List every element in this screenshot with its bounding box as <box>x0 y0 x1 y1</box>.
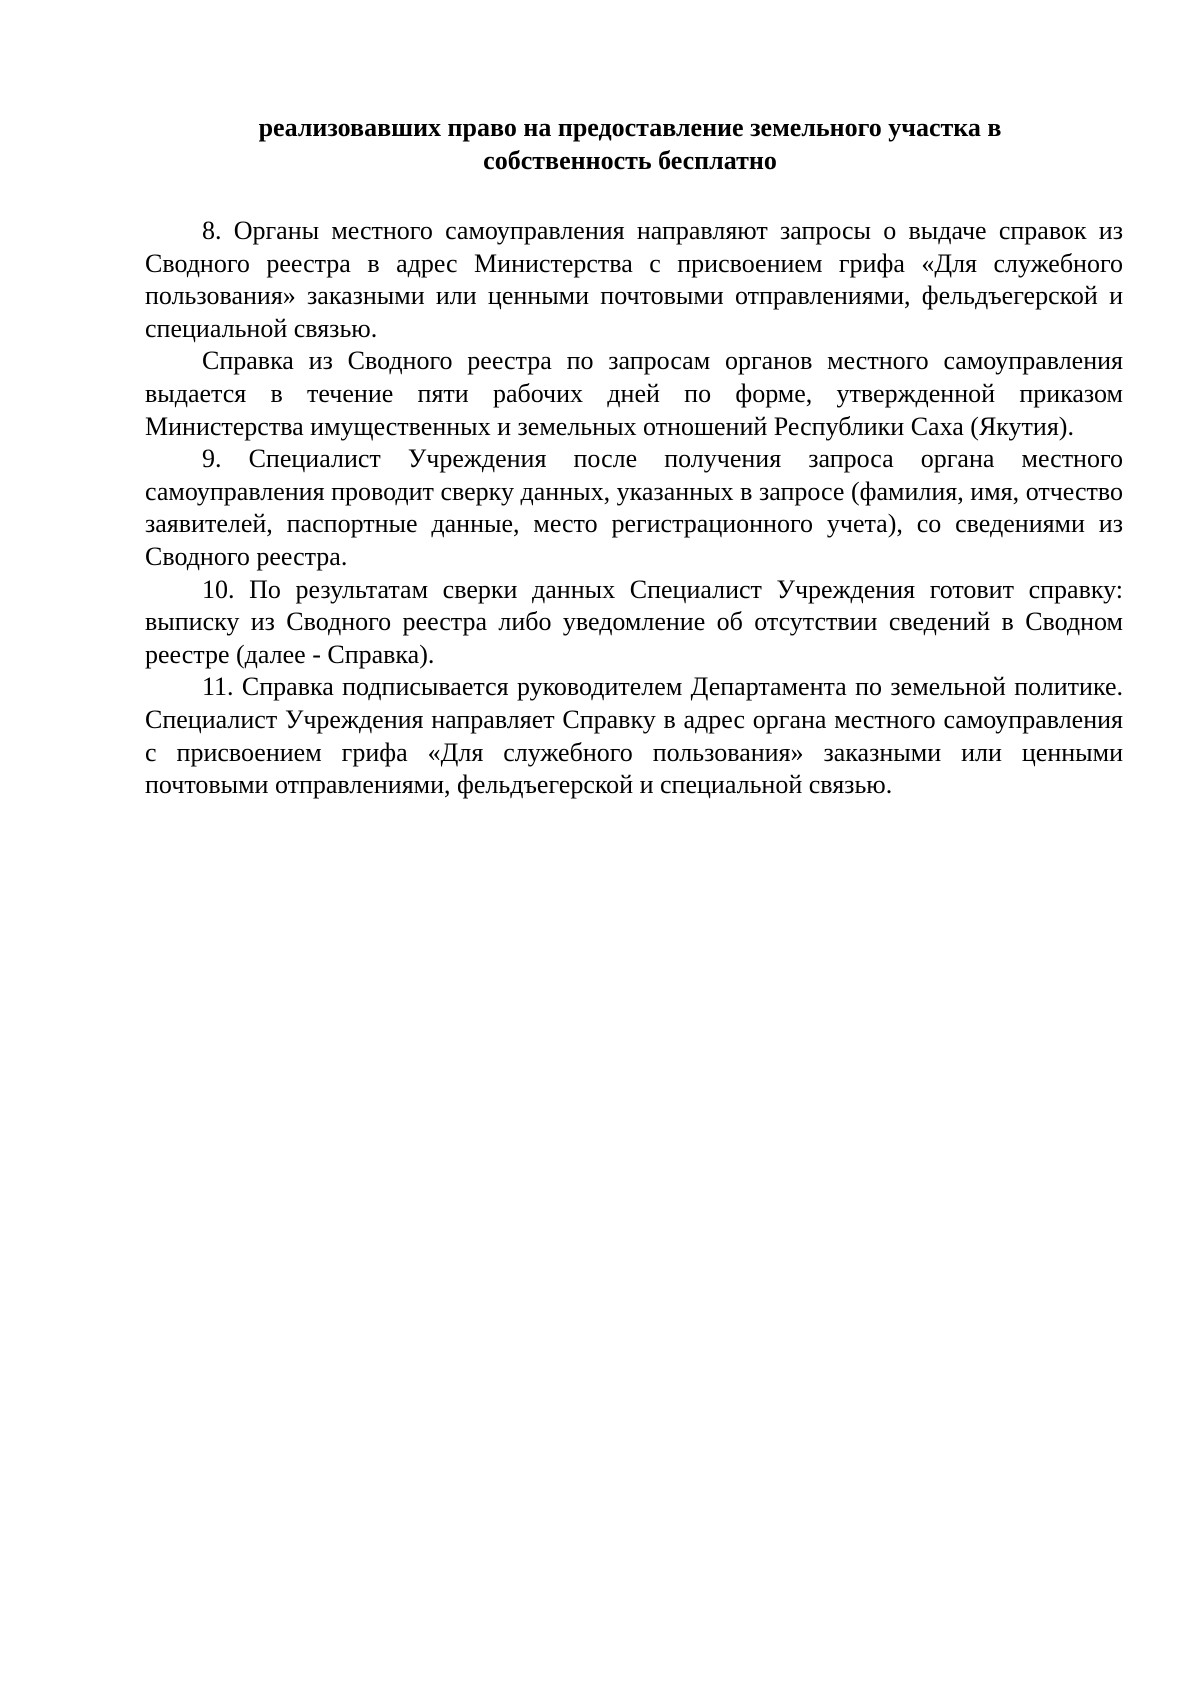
paragraph-certificate-issuance: Справка из Сводного реестра по запросам органов местного самоуправления выдается в течение пяти рабочих дней по форме, утвержденной приказом Министерства имущественных и земельных отношений Республики Саха (Якутия). <box>145 346 1123 441</box>
paragraph-11: 11. Справка подписывается руководителем Департамента по земельной политике. Специалист Учреждения направляет Справку в адрес органа местного самоуправления с присвоением грифа «Для служебного пользования» заказными или ценными почтовыми отправлениями, фельдъегерской и специальной связью. <box>145 672 1123 800</box>
document-heading <box>190 111 1070 177</box>
paragraph-8: 8. Органы местного самоуправления направляют запросы о выдаче справок из Сводного реестра в адрес Министерства с присвоением грифа «Для служебного пользования» заказными или ценными почтовыми отправлениями, фельдъегерской и специальной связью. <box>145 216 1123 343</box>
paragraph-10: 10. По результатам сверки данных Специалист Учреждения готовит справку: выписку из Сводного реестра либо уведомление об отсутствии сведений в Сводном реестре (далее - Справка). <box>145 574 1123 669</box>
heading-line-1: реализовавших право на предоставление земельного участка в <box>258 113 1002 142</box>
paragraph-9: 9. Специалист Учреждения после получения запроса органа местного самоуправления проводит сверку данных, указанных в запросе (фамилия, имя, отчество заявителей, паспортные данные, место регистрационного учета), со сведениями из Сводного реестра. <box>145 444 1123 571</box>
document-body <box>145 215 1123 802</box>
heading-line-2: собственность бесплатно <box>483 146 777 175</box>
